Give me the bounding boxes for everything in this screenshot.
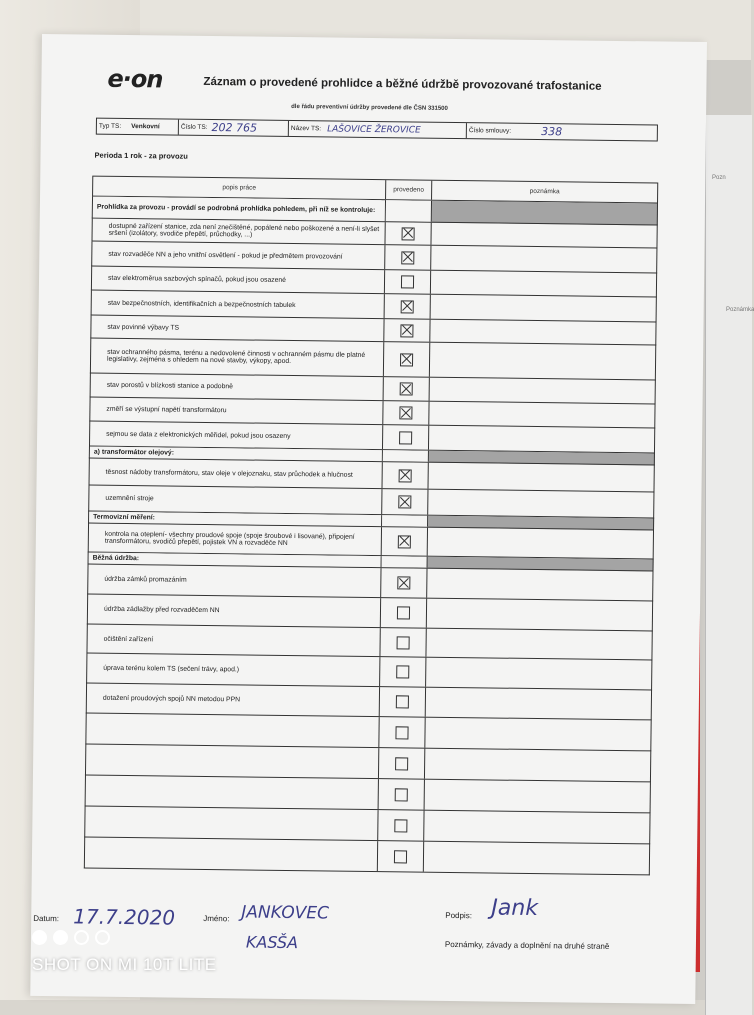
poznamka-cell xyxy=(425,780,650,813)
task-description: údržba zádlažby před rozvaděčem NN xyxy=(88,595,381,628)
checkbox-checked[interactable] xyxy=(401,300,414,313)
jmeno-value-1: JANKOVEC xyxy=(241,902,330,924)
jmeno-value-2: KASŠA xyxy=(245,932,299,953)
section-title: Termovizní měření: xyxy=(89,512,382,527)
checkbox-empty[interactable] xyxy=(395,757,408,770)
checkbox-empty[interactable] xyxy=(397,606,410,619)
checkbox-checked[interactable] xyxy=(402,227,415,240)
poznamka-cell xyxy=(424,842,649,875)
poznamka-cell xyxy=(425,718,650,751)
provedeno-cell xyxy=(386,200,432,222)
checkbox-checked[interactable] xyxy=(401,251,414,264)
task-description: změří se výstupní napětí transformátoru xyxy=(90,398,383,425)
section-title: a) transformátor olejový: xyxy=(90,447,383,462)
provedeno-cell xyxy=(381,568,427,598)
task-description: stav ochranného pásma, terénu a nedovolené činnosti v ochranném pásmu dle platné legislativy, zejména s ohledem na nové stavby, výkopy, apod. xyxy=(91,339,384,377)
smlouva-label: Číslo smlouvy: xyxy=(468,127,512,135)
checkbox-checked[interactable] xyxy=(398,495,411,508)
poznamka-cell xyxy=(426,688,651,720)
provedeno-cell xyxy=(382,556,428,568)
task-description: uzemnění stroje xyxy=(89,486,382,515)
provedeno-cell xyxy=(384,377,430,401)
provedeno-cell xyxy=(380,628,426,657)
form-sheet xyxy=(30,34,707,1004)
header-popis: popis práce xyxy=(93,177,386,200)
provedeno-cell xyxy=(383,462,429,489)
poznamka-cell xyxy=(428,463,653,492)
provedeno-cell xyxy=(385,294,431,319)
right-sheet-text-1: Pozn xyxy=(712,175,726,181)
poznamka-cell xyxy=(426,658,651,690)
header-poznamka: poznámka xyxy=(529,187,560,196)
datum-value: 17.7.2020 xyxy=(73,904,176,930)
nazev-label: Název TS: xyxy=(290,124,322,133)
provedeno-cell xyxy=(381,598,427,628)
inspection-table xyxy=(84,176,658,876)
checkbox-checked[interactable] xyxy=(400,382,413,395)
right-sheet-text-2: Poznámka xyxy=(726,307,754,313)
provedeno-cell xyxy=(379,748,425,779)
camera-dots xyxy=(32,930,110,945)
typ-cell xyxy=(97,119,179,135)
cislo-value: 202 765 xyxy=(211,121,258,135)
checkbox-empty[interactable] xyxy=(401,275,414,288)
poznamka-cell xyxy=(431,271,656,297)
task-description: sejmou se data z elektronických měřidel, pokud jsou osazeny xyxy=(90,422,383,450)
provedeno-cell xyxy=(384,342,430,377)
section-title: Prohlídka za provozu - provádí se podrobná prohlídka pohledem, při níž se kontroluje: xyxy=(93,197,386,222)
podpis-signature: Jank xyxy=(491,895,539,922)
task-description: očištění zařízení xyxy=(87,625,380,657)
info-row xyxy=(96,118,658,142)
checkbox-empty[interactable] xyxy=(397,636,410,649)
checkbox-empty[interactable] xyxy=(396,665,409,678)
task-description: dotažení proudových spojů NN metodou PPN xyxy=(87,684,380,717)
task-description xyxy=(85,807,378,841)
poznamka-cell xyxy=(427,569,652,601)
poznamka-cell xyxy=(430,378,655,404)
background-sheet xyxy=(705,115,752,1015)
checkbox-empty[interactable] xyxy=(394,850,407,863)
checkbox-checked[interactable] xyxy=(400,324,413,337)
footer-note: Poznámky, závady a doplnění na druhé straně xyxy=(444,939,610,951)
poznamka-cell xyxy=(430,343,655,380)
provedeno-cell xyxy=(380,687,426,717)
cislo-label: Číslo TS: xyxy=(180,123,208,131)
checkbox-checked[interactable] xyxy=(398,535,411,548)
task-description xyxy=(86,745,379,779)
task-description: stav bezpečnostních, identifikačních a bezpečnostních tabulek xyxy=(92,291,385,319)
section-title: Běžná údržba: xyxy=(89,553,382,568)
checkbox-empty[interactable] xyxy=(395,726,408,739)
poznamka-cell xyxy=(431,246,656,273)
poznamka-cell xyxy=(432,201,657,225)
nazev-cell xyxy=(289,121,467,138)
task-description: údržba zámků promazáním xyxy=(88,565,381,598)
cislo-cell xyxy=(179,120,289,136)
provedeno-cell xyxy=(384,319,430,342)
provedeno-cell xyxy=(385,222,431,245)
task-description: úprava terénu kolem TS (sečení trávy, apod.) xyxy=(87,654,380,687)
table-row xyxy=(84,838,650,876)
poznamka-cell xyxy=(424,811,649,844)
poznamka-cell xyxy=(428,490,653,518)
period-label: Perioda 1 rok - za provozu xyxy=(94,150,188,161)
header-provedeno: provedeno xyxy=(386,180,432,200)
task-description: stav rozvaděče NN a jeho vnitřní osvětlení - pokud je předmětem provozování xyxy=(92,242,385,270)
poznamka-cell xyxy=(427,599,652,631)
checkbox-checked[interactable] xyxy=(400,353,413,366)
typ-label: Typ TS: xyxy=(98,122,122,130)
task-description: kontrola na oteplení- všechny proudové spoje (spoje šroubové i lisované), připojení transformátoru, svodičů přepětí, pojistek VN a rozvaděče NN xyxy=(89,524,382,556)
checkbox-checked[interactable] xyxy=(399,406,412,419)
poznamka-cell xyxy=(430,320,655,345)
checkbox-empty[interactable] xyxy=(396,695,409,708)
smlouva-value: 338 xyxy=(541,125,563,139)
provedeno-cell xyxy=(382,527,428,556)
provedeno-cell xyxy=(385,270,431,294)
checkbox-empty[interactable] xyxy=(399,431,412,444)
camera-dot xyxy=(74,930,89,945)
task-description xyxy=(85,838,378,872)
provedeno-cell xyxy=(378,810,424,841)
nazev-value: LAŠOVICE ŽEROVICE xyxy=(327,123,421,136)
form-title: Záznam o provedené prohlidce a běžné údržbě provozované trafostanice xyxy=(203,75,602,93)
typ-value: Venkovní xyxy=(131,123,160,131)
checkbox-checked[interactable] xyxy=(397,576,410,589)
provedeno-cell xyxy=(383,425,429,450)
poznamka-cell xyxy=(428,528,653,559)
provedeno-cell xyxy=(382,489,428,515)
provedeno-cell xyxy=(382,515,428,527)
provedeno-cell xyxy=(378,841,424,872)
provedeno-cell xyxy=(383,450,429,462)
form-subtitle: dle řádu preventivní údržby provedené dle ČSN 331500 xyxy=(291,103,448,112)
task-description: stav povinné výbavy TS xyxy=(91,316,384,342)
camera-dot xyxy=(95,930,110,945)
task-description: těsnost nádoby transformátoru, stav oleje v olejoznaku, stav průchodek a hlučnost xyxy=(90,459,383,489)
task-description: dostupné zařízení stanice, zda není znečištěné, popálené nebo poškozené a není-li slyšet sršení (izolátory, svodiče přepětí, průchodky, ...) xyxy=(93,219,386,245)
camera-dot xyxy=(32,930,47,945)
checkbox-empty[interactable] xyxy=(394,819,407,832)
jmeno-label: Jméno: xyxy=(203,913,230,924)
poznamka-cell xyxy=(429,426,654,453)
task-description: stav porostů v blízkosti stanice a podobně xyxy=(91,374,384,401)
poznamka-cell xyxy=(425,749,650,782)
provedeno-cell xyxy=(379,779,425,810)
podpis-label: Podpis: xyxy=(445,910,473,921)
checkbox-empty[interactable] xyxy=(395,788,408,801)
datum-label: Datum: xyxy=(33,913,60,924)
task-description: stav elektroměrua sazbových spínačů, pokud jsou osazené xyxy=(92,267,385,294)
checkbox-checked[interactable] xyxy=(399,469,412,482)
provedeno-cell xyxy=(379,717,425,748)
eon-logo: e·on xyxy=(107,64,163,94)
poznamka-cell xyxy=(431,295,656,322)
camera-watermark: SHOT ON MI 10T LITE xyxy=(32,955,217,974)
poznamka-cell xyxy=(431,223,656,248)
poznamka-cell xyxy=(429,402,654,428)
task-description xyxy=(86,776,379,810)
task-description xyxy=(86,714,379,748)
poznamka-cell xyxy=(426,629,651,660)
camera-dot xyxy=(53,930,68,945)
smlouva-cell xyxy=(467,123,657,140)
provedeno-cell xyxy=(380,657,426,687)
provedeno-cell xyxy=(383,401,429,425)
provedeno-cell xyxy=(385,245,431,270)
